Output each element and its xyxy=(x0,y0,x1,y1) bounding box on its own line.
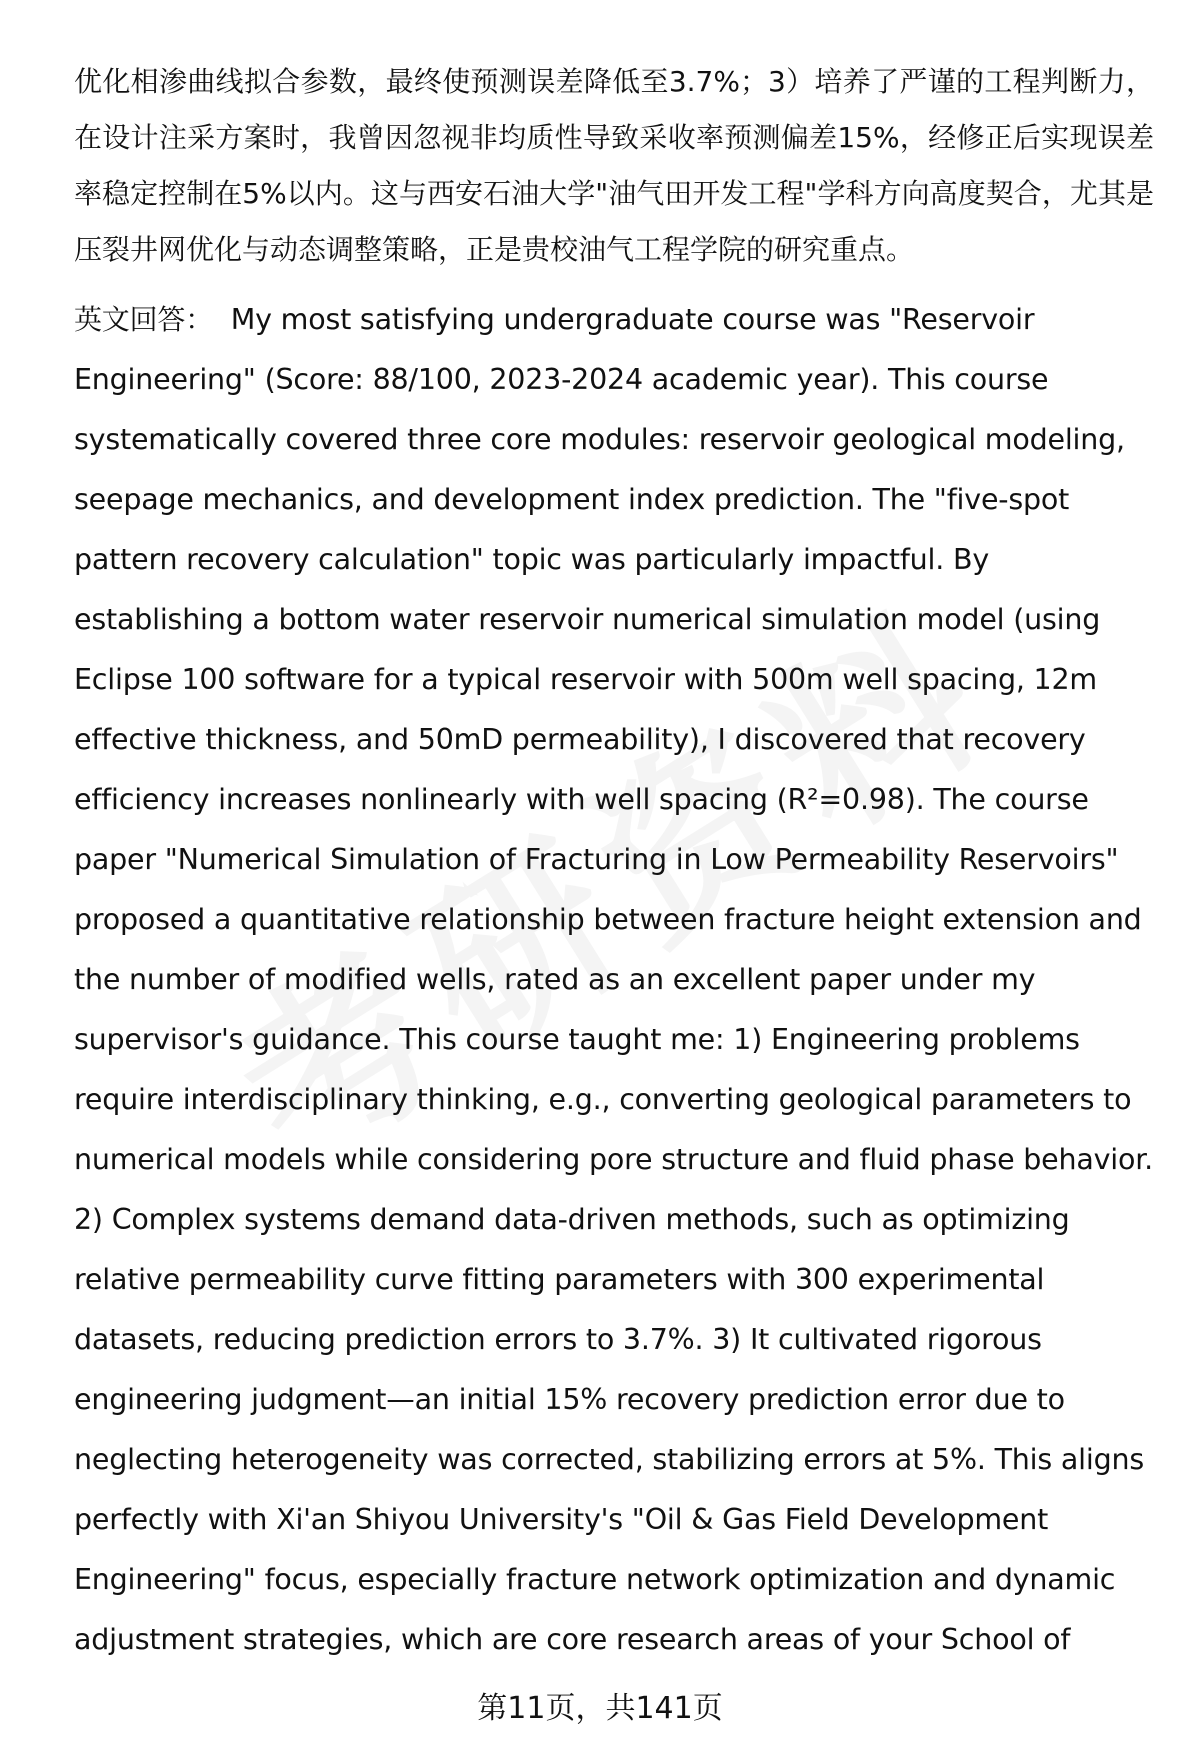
page-content xyxy=(74,54,1154,1670)
english-answer-label: 英文回答： xyxy=(74,303,214,336)
english-answer-paragraph xyxy=(74,290,1154,1670)
english-answer-text: My most satisfying undergraduate course was "Reservoir Engineering" (Score: 88/100, 2023-2024 academic year). This course systematically covered three core modules: reservoir geological modeling, seepage mechanics, and development index prediction. The "five-spot pattern recovery calculation" topic was particularly impactful. By establishing a bottom water reservoir numerical simulation model (using Eclipse 100 software for a typical reservoir with 500m well spacing, 12m effective thickness, and 50mD permeability), I discovered that recovery efficiency increases nonlinearly with well spacing (R²=0.98). The course paper "Numerical Simulation of Fracturing in Low Permeability Reservoirs" proposed a quantitative relationship between fracture height extension and the number of modified wells, rated as an excellent paper under my supervisor's guidance. This course taught me: 1) Engineering problems require interdisciplinary thinking, e.g., converting geological parameters to numerical models while considering pore structure and fluid phase behavior. 2) Complex systems demand data-driven methods, such as optimizing relative permeability curve fitting parameters with 300 experimental datasets, reducing prediction errors to 3.7%. 3) It cultivated rigorous engineering judgment—an initial 15% recovery prediction error due to neglecting heterogeneity was corrected, stabilizing errors at 5%. This aligns perfectly with Xi'an Shiyou University's "Oil & Gas Field Development Engineering" focus, especially fracture network optimization and dynamic adjustment strategies, which are core research areas of your School of xyxy=(74,303,1153,1656)
page-number-footer: 第11页，共141页 xyxy=(477,1691,723,1726)
chinese-paragraph: 优化相渗曲线拟合参数，最终使预测误差降低至3.7%；3）培养了严谨的工程判断力，在设计注采方案时，我曾因忽视非均质性导致采收率预测偏差15%，经修正后实现误差率稳定控制在5%以内。这与西安石油大学"油气田开发工程"学科方向高度契合，尤其是压裂井网优化与动态调整策略，正是贵校油气工程学院的研究重点。 xyxy=(74,65,1154,266)
